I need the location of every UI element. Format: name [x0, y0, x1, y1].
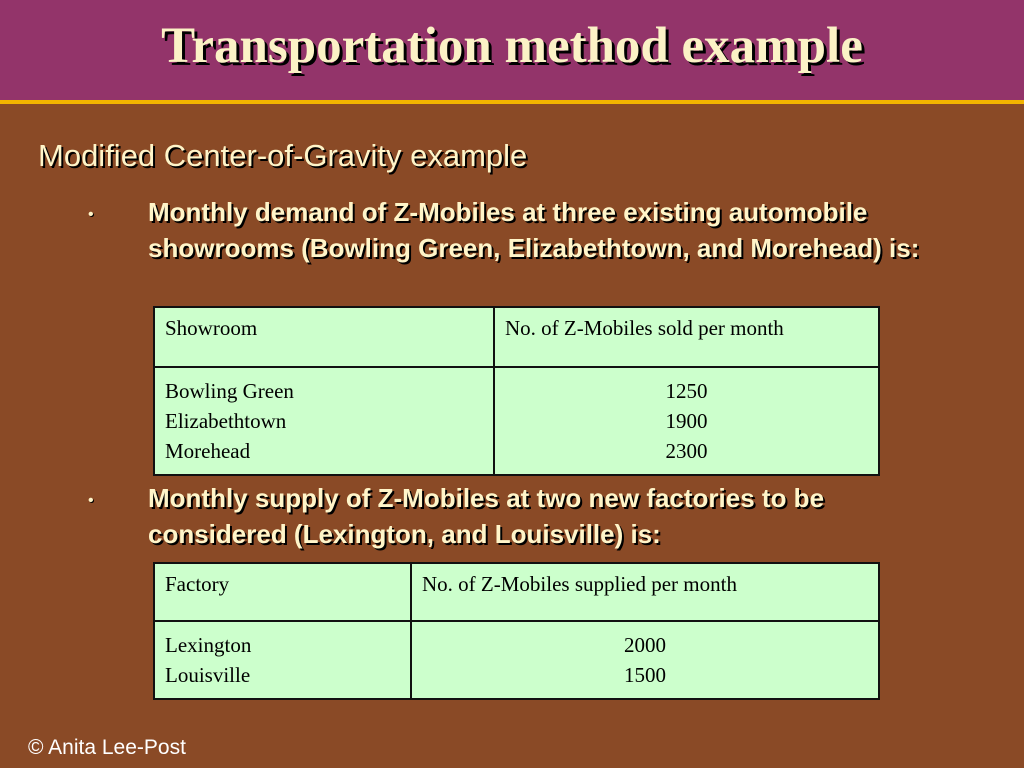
supply-factory-cell [154, 621, 411, 699]
demand-table [153, 306, 880, 476]
demand-value: 2300 [665, 439, 708, 463]
supply-header-supplied: No. of Z-Mobiles supplied per month [411, 563, 879, 621]
bullet-marker: • [88, 206, 94, 223]
bullet-demand-text: Monthly demand of Z-Mobiles at three existing automobile showrooms (Bowling Green, Elizabethtown, and Morehead) is: [148, 197, 920, 263]
bullet-marker: • [88, 492, 94, 509]
supply-value: 1500 [624, 663, 666, 687]
demand-header-showroom: Showroom [154, 307, 494, 367]
supply-header-factory: Factory [154, 563, 411, 621]
demand-value: 1900 [665, 409, 708, 433]
supply-table [153, 562, 880, 700]
slide-subtitle: Modified Center-of-Gravity example [38, 138, 528, 173]
demand-showroom-name: Morehead [165, 439, 251, 463]
demand-showroom-name: Elizabethtown [165, 409, 287, 433]
slide-title: Transportation method example [161, 18, 863, 74]
supply-value: 2000 [624, 633, 666, 657]
supply-value-cell [411, 621, 879, 699]
demand-showroom-cell [154, 367, 494, 475]
demand-showroom-name: Bowling Green [165, 379, 294, 403]
supply-factory-name: Louisville [165, 663, 251, 687]
supply-factory-name: Lexington [165, 633, 252, 657]
bullet-supply-text: Monthly supply of Z-Mobiles at two new factories to be considered (Lexington, and Louisville) is: [148, 483, 825, 549]
demand-value: 1250 [665, 379, 708, 403]
demand-value-cell [494, 367, 879, 475]
demand-header-sold: No. of Z-Mobiles sold per month [494, 307, 879, 367]
copyright-footer: © Anita Lee-Post [28, 736, 186, 759]
